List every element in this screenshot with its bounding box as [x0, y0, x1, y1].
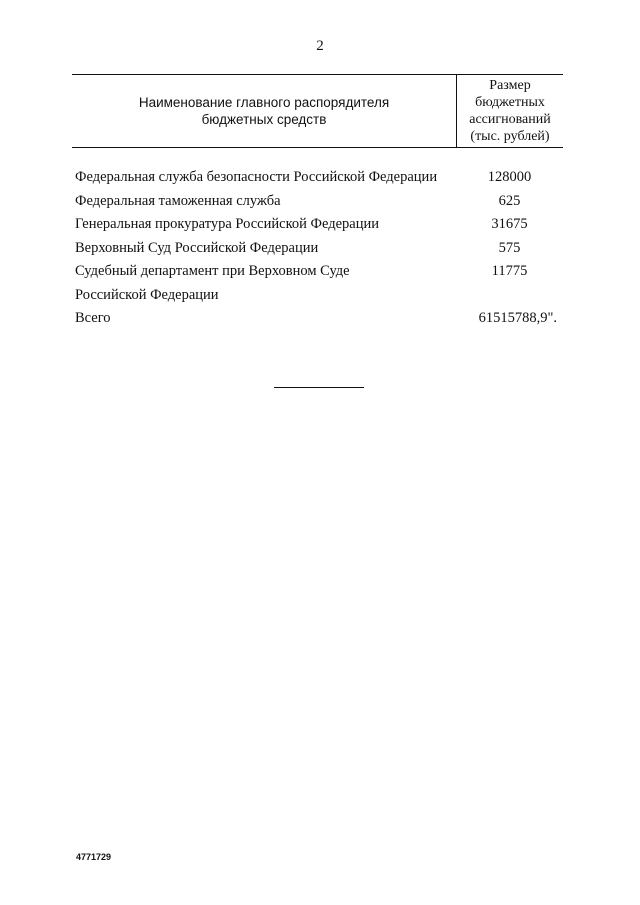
- header-name-line-1: Наименование главного распорядителя: [138, 95, 390, 110]
- header-name-line-2: бюджетных средств: [201, 112, 327, 127]
- closing-rule: [274, 387, 364, 388]
- total-amount: 61515788,9".: [478, 310, 557, 326]
- row-amount: 575: [498, 239, 521, 256]
- table-row: [72, 166, 563, 190]
- table-row: [72, 213, 563, 237]
- header-amount-column: [457, 75, 563, 147]
- row-amount: [456, 284, 563, 308]
- total-label: Всего: [75, 310, 111, 326]
- row-amount: 11775: [491, 263, 528, 279]
- header-amount-line-3: ассигнований: [469, 112, 551, 127]
- table-row: [72, 190, 563, 214]
- table-row: [72, 284, 563, 308]
- row-amount: 625: [498, 192, 521, 209]
- row-name: Верховный Суд Российской Федерации: [75, 239, 319, 256]
- table-row: [72, 260, 563, 284]
- table-header: [72, 74, 563, 148]
- row-amount: 128000: [487, 169, 532, 185]
- row-name: Федеральная служба безопасности Российской Федерации: [75, 169, 438, 185]
- header-amount-line-2: бюджетных: [475, 95, 545, 110]
- header-name-column: [72, 75, 457, 147]
- table-row: [72, 237, 563, 261]
- total-row: [72, 307, 563, 331]
- header-amount-line-4: (тыс. рублей): [470, 129, 550, 144]
- header-amount-line-1: Размер: [489, 78, 531, 93]
- document-code: 4771729: [76, 852, 112, 862]
- row-name: Генеральная прокуратура Российской Федерации: [75, 216, 379, 232]
- table-body: [72, 166, 563, 331]
- budget-table: [72, 74, 563, 331]
- page-number: 2: [316, 38, 324, 54]
- row-amount: 31675: [491, 216, 528, 232]
- row-name: Федеральная таможенная служба: [75, 192, 281, 209]
- row-name: Российской Федерации: [75, 286, 219, 303]
- row-name: Судебный департамент при Верховном Суде: [75, 263, 350, 279]
